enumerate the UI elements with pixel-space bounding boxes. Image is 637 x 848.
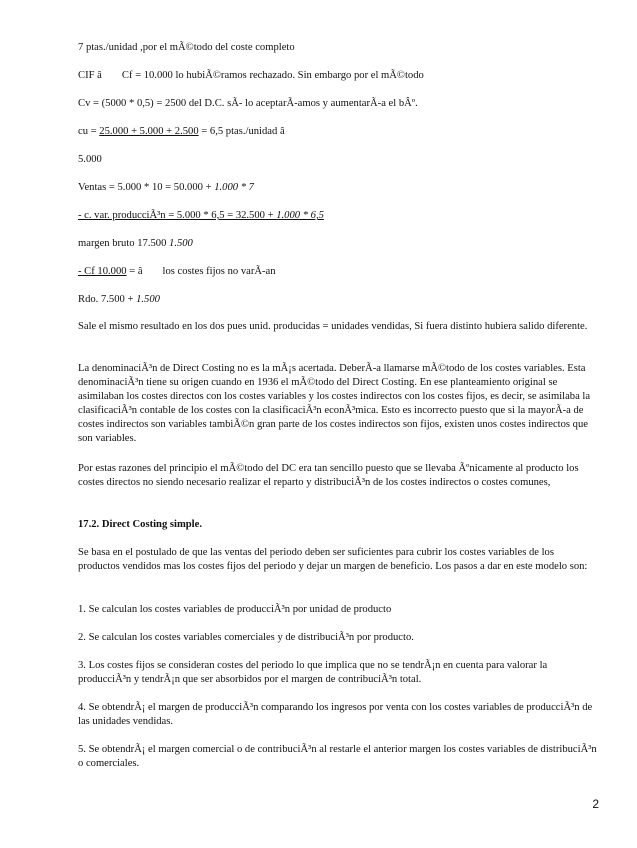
text-line	[78, 97, 418, 110]
list-item: 3. Los costes fijos se consideran costes del periodo lo que implica que no se tendrÃ¡n en cuenta para valorar la producciÃ³n y tendrÃ¡n que ser absorbidos por el margen de contribuciÃ³n total.	[78, 660, 548, 685]
calc-line	[78, 293, 160, 306]
underlined-text: - c. var. producciÃ³n = 5.000 * 6,5 = 32.500	[78, 210, 265, 221]
italic-value: 1.500	[169, 238, 193, 249]
page-number: 2	[592, 797, 599, 811]
paragraph: Por estas razones del principio el mÃ©todo del DC era tan sencillo puesto que se llevaba Ãºnicamente al producto los costes directos no siendo necesario realizar el reparto y distribuciÃ³n de los costes indirectos o costes comunes,	[78, 463, 579, 488]
line-text: = â	[126, 266, 143, 277]
paragraph: Sale el mismo resultado en los dos pues unid. producidas = unidades vendidas, Si fuera distinto hubiera salido diferente.	[78, 321, 588, 332]
formula-part: = 6,5 ptas./unidad â	[198, 126, 285, 137]
line-text: Ventas = 5.000 * 10 = 50.000 +	[78, 182, 215, 193]
underlined-text: - Cf 10.000	[78, 266, 127, 277]
calc-line	[78, 181, 254, 194]
italic-value: 1.000 * 6,5	[276, 210, 324, 221]
text-line	[78, 69, 424, 82]
text-line	[78, 41, 295, 54]
line-text: los costes fijos no varÃ-an	[162, 266, 276, 277]
list-item: 4. Se obtendrÃ¡ el margen de producciÃ³n comparando los ingresos por venta con los costes variables de producciÃ³n de las unidades vendidas.	[78, 702, 593, 727]
line-text: Rdo. 7.500 +	[78, 294, 137, 305]
section-heading: 17.2. Direct Costing simple.	[78, 519, 202, 530]
list-item: 2. Se calculan los costes variables comerciales y de distribuciÃ³n por producto.	[78, 632, 414, 643]
line-text: 5.000	[78, 154, 102, 165]
line-text: Cf = 10.000 lo hubiÃ©ramos rechazado. Sin embargo por el mÃ©todo	[121, 70, 424, 81]
formula-numerator: 25.000 + 5.000 + 2.500	[99, 126, 199, 137]
list-item: 1. Se calculan los costes variables de producciÃ³n por unidad de producto	[78, 604, 392, 615]
formula-line	[78, 125, 285, 138]
line-text: 7 ptas./unidad ,por el mÃ©todo del coste completo	[78, 42, 295, 53]
formula-denominator	[78, 153, 102, 166]
line-text: Cv = (5000 * 0,5) = 2500 del D.C. sÃ- lo aceptarÃ-amos y aumentarÃ-a el bÂº.	[78, 98, 418, 109]
line-text: margen bruto 17.500	[78, 238, 170, 249]
underlined-text: +	[264, 210, 277, 221]
italic-value: 1.000 * 7	[214, 182, 254, 193]
formula-part: cu =	[78, 126, 100, 137]
italic-value: 1.500	[136, 294, 160, 305]
paragraph: La denominaciÃ³n de Direct Costing no es la mÃ¡s acertada. DeberÃ-a llamarse mÃ©todo de los costes variables. Esta denominaciÃ³n tiene su origen cuando en 1936 el mÃ©todo del Direct Costing. En ese planteamiento original se asimilaban los costes directos con los costes variables y los costes indirectos con los costes fijos, es decir, se asimilaba la clasificaciÃ³n contable de los costes con la clasificaciÃ³n econÃ³mica. Esto es incorrecto puesto que si la mayorÃ-a de costes indirectos son variables tambiÃ©n gran parte de los costes indirectos son fijos, existen unos costes indirectos que son variables.	[78, 363, 591, 444]
paragraph: Se basa en el postulado de que las ventas del periodo deben ser suficientes para cubrir los costes variables de los productos vendidos mas los costes fijos del periodo y dejar un margen de beneficio. Los pasos a dar en este modelo son:	[78, 547, 588, 572]
list-item: 5. Se obtendrÃ¡ el margen comercial o de contribuciÃ³n al restarle el anterior margen los costes variables de distribuciÃ³n o comerciales.	[78, 744, 597, 769]
calc-line	[78, 209, 324, 222]
line-text: CIF â	[78, 70, 102, 81]
calc-line	[78, 237, 193, 250]
calc-line	[78, 265, 276, 278]
